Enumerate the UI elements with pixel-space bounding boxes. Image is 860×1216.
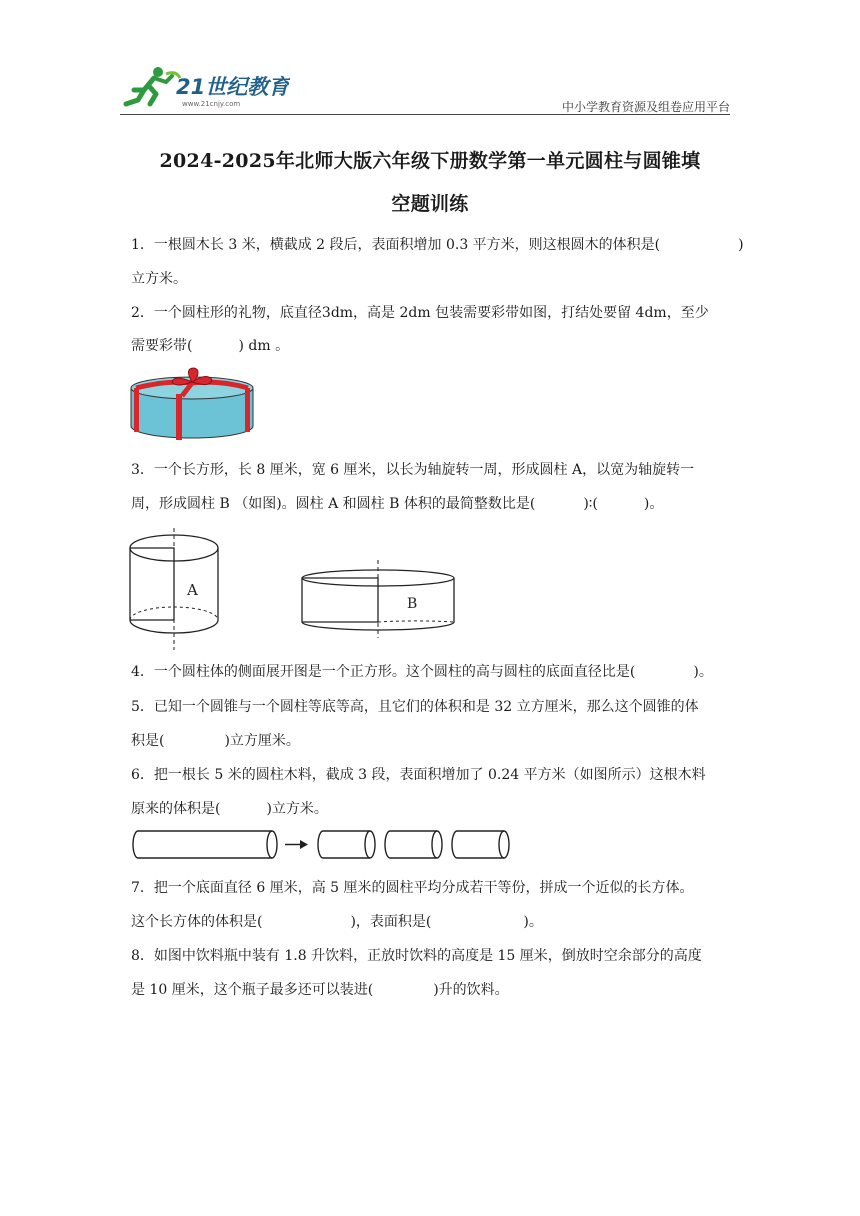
question-4-line1: 4．一个圆柱体的侧面展开图是一个正方形。这个圆柱的高与圆柱的底面直径比是( )。 [131, 664, 713, 680]
log-cutting-figure [130, 826, 516, 864]
question-3-line2: 周，形成圆柱 B （如图)。圆柱 A 和圆柱 B 体积的最简整数比是( )∶( )。 [131, 496, 664, 512]
gift-box-figure [128, 366, 256, 442]
page-header [120, 64, 730, 116]
question-8-line1: 8．如图中饮料瓶中装有 1.8 升饮料，正放时饮料的高度是 15 厘米，倒放时空余部分的高度 [131, 948, 702, 964]
21cnjy-logo [120, 64, 290, 112]
cylinder-a-figure [126, 528, 226, 650]
log-piece-2 [385, 831, 442, 858]
cylinder-a-label: A [187, 581, 198, 599]
question-2-line1: 2．一个圆柱形的礼物，底直径3dm，高是 2dm 包装需要彩带如图，打结处要留 4dm，至少 [131, 305, 709, 321]
question-3-line1: 3．一个长方形，长 8 厘米，宽 6 厘米，以长为轴旋转一周，形成圆柱 A，以宽为轴旋转一 [131, 462, 695, 478]
platform-name: 中小学教育资源及组卷应用平台 [561, 100, 730, 114]
question-5-line2: 积是( )立方厘米。 [131, 733, 300, 749]
question-5-line1: 5．已知一个圆锥与一个圆柱等底等高，且它们的体积和是 32 立方厘米，那么这个圆锥的体 [131, 699, 699, 715]
runner-icon [126, 67, 180, 104]
question-2-line2: 需要彩带( ) dm 。 [131, 338, 290, 354]
log-piece-1 [318, 831, 375, 858]
question-7-line2: 这个长方体的体积是( )，表面积是( )。 [131, 914, 543, 930]
question-7-line1: 7．把一个底面直径 6 厘米，高 5 厘米的圆柱平均分成若干等份，拼成一个近似的长方体。 [131, 880, 694, 896]
cylinder-b-figure [298, 560, 458, 638]
whole-log [133, 831, 277, 858]
page-title-line2: 空题训练 [391, 193, 469, 215]
question-6-line2: 原来的体积是( )立方米。 [131, 801, 328, 817]
logo-text: 21世纪教育 [176, 75, 290, 99]
question-8-line2: 是 10 厘米，这个瓶子最多还可以装进( )升的饮料。 [131, 982, 509, 998]
question-6-line1: 6．把一根长 5 米的圆柱木料，截成 3 段，表面积增加了 0.24 平方米（如图所示）这根木料 [131, 767, 706, 783]
logo-url: www.21cnjy.com [182, 100, 241, 108]
question-1-line1: 1．一根圆木长 3 米，横截成 2 段后，表面积增加 0.3 平方米，则这根圆木的体积是( ) [131, 237, 744, 253]
cylinder-b-label: B [407, 596, 418, 612]
log-piece-3 [452, 831, 509, 858]
gift-box-icon [131, 368, 253, 440]
question-1-line2: 立方米。 [131, 271, 187, 287]
header-divider [120, 114, 730, 115]
page-title-line1: 2024-2025年北师大版六年级下册数学第一单元圆柱与圆锥填 [159, 150, 701, 172]
arrow-icon [285, 840, 308, 849]
